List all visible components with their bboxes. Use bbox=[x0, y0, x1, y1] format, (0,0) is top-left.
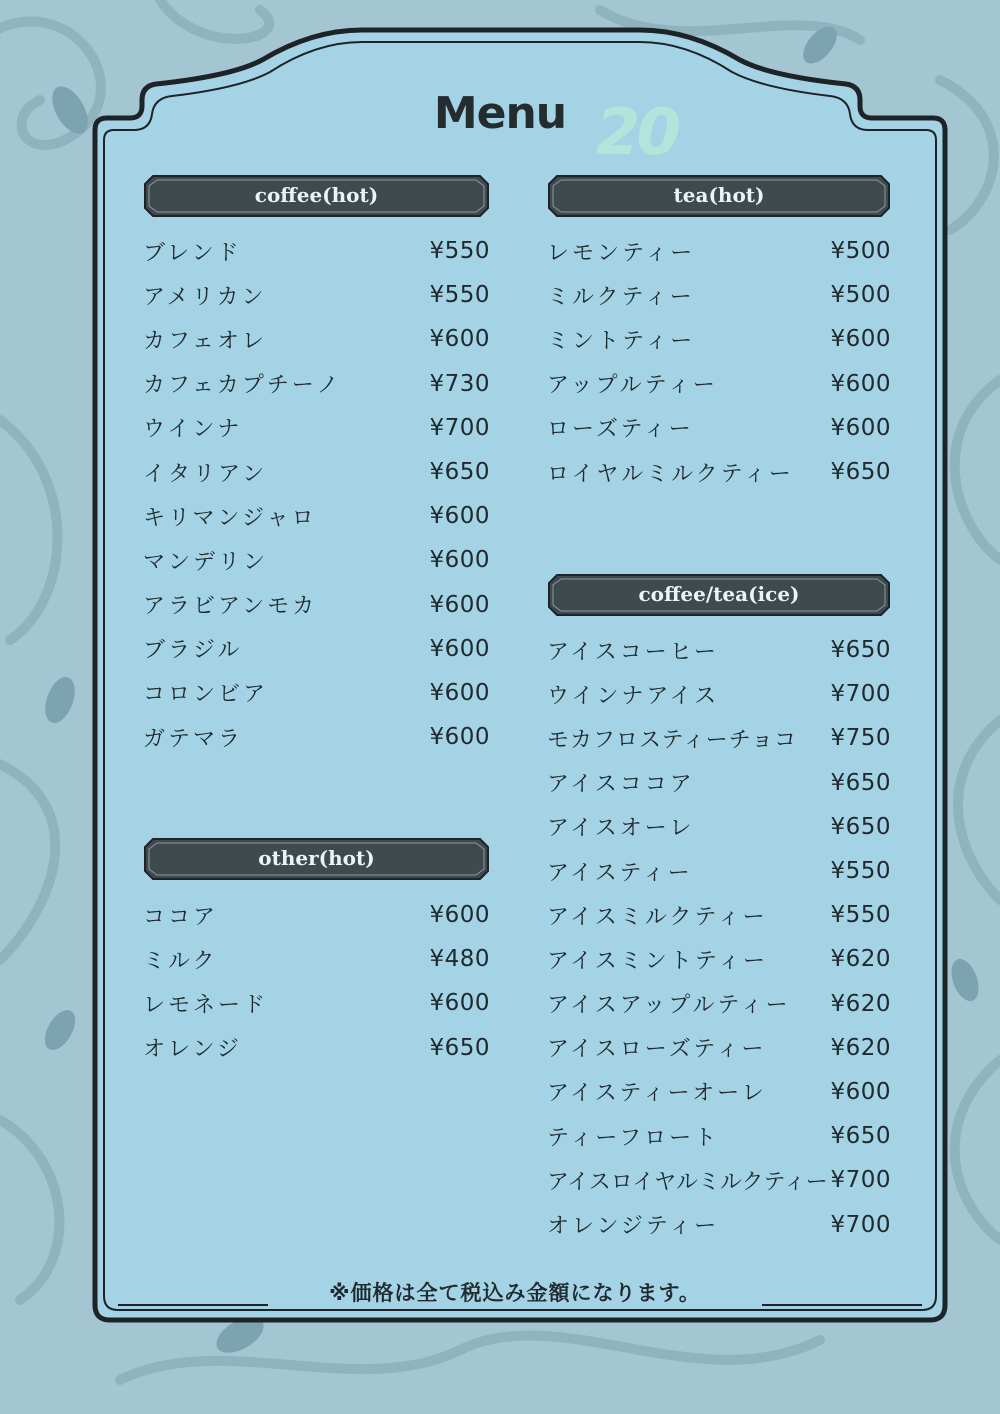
menu-item bbox=[143, 937, 490, 981]
menu-item bbox=[547, 982, 891, 1026]
menu-item bbox=[547, 628, 891, 672]
item-price: ¥650 bbox=[429, 459, 490, 486]
item-name: ローズティー bbox=[547, 417, 694, 443]
menu-list-tea-hot bbox=[547, 229, 891, 494]
item-name: レモンティー bbox=[547, 240, 696, 266]
menu-item bbox=[143, 362, 490, 406]
item-name: アイスミルクティー bbox=[547, 904, 768, 930]
item-name: ブレンド bbox=[143, 240, 242, 266]
item-name: オレンジ bbox=[143, 1037, 242, 1063]
item-name: ミントティー bbox=[547, 328, 696, 354]
section-title: coffee(hot) bbox=[254, 183, 379, 207]
item-name: アイスローズティー bbox=[547, 1037, 767, 1063]
item-price: ¥480 bbox=[429, 946, 490, 973]
menu-item bbox=[547, 1114, 891, 1158]
item-name: アイスコーヒー bbox=[547, 639, 719, 665]
menu-item bbox=[547, 893, 891, 937]
item-price: ¥550 bbox=[429, 282, 490, 309]
item-price: ¥700 bbox=[830, 1167, 891, 1194]
item-price: ¥600 bbox=[429, 679, 490, 706]
menu-item bbox=[143, 229, 490, 273]
item-price: ¥700 bbox=[429, 414, 490, 441]
item-name: アイスミントティー bbox=[547, 948, 769, 974]
menu-item bbox=[143, 627, 490, 671]
item-name: マンデリン bbox=[143, 549, 269, 575]
section-title: coffee/tea(ice) bbox=[638, 582, 800, 606]
menu-list-other-hot bbox=[143, 893, 490, 1070]
menu-item bbox=[143, 715, 490, 759]
item-price: ¥600 bbox=[830, 326, 891, 353]
menu-item bbox=[547, 849, 891, 893]
menu-item bbox=[547, 362, 891, 406]
section-title: tea(hot) bbox=[673, 183, 765, 207]
item-price: ¥620 bbox=[830, 946, 891, 973]
item-name: ココア bbox=[143, 904, 219, 930]
item-price: ¥600 bbox=[429, 902, 490, 929]
item-price: ¥650 bbox=[830, 459, 891, 486]
item-price: ¥730 bbox=[429, 370, 490, 397]
section-header-coffee-hot bbox=[143, 174, 490, 218]
item-name: アップルティー bbox=[547, 373, 718, 399]
menu-item bbox=[547, 1158, 891, 1202]
menu-item bbox=[547, 450, 891, 494]
menu-item bbox=[547, 1070, 891, 1114]
menu-item bbox=[547, 805, 891, 849]
item-name: ブラジル bbox=[143, 638, 243, 664]
item-name: ティーフロート bbox=[547, 1125, 720, 1151]
menu-item bbox=[547, 716, 891, 760]
tax-included-note: ※価格は全て税込み金額になります。 bbox=[329, 1281, 701, 1305]
item-price: ¥600 bbox=[429, 547, 490, 574]
item-name: キリマンジャロ bbox=[143, 505, 317, 531]
item-price: ¥600 bbox=[830, 414, 891, 441]
item-price: ¥600 bbox=[429, 326, 490, 353]
menu-item bbox=[547, 229, 891, 273]
item-price: ¥600 bbox=[429, 990, 490, 1017]
menu-item bbox=[143, 893, 490, 937]
item-name: ウインナ bbox=[143, 417, 243, 443]
menu-item bbox=[547, 1026, 891, 1070]
item-name: アラビアンモカ bbox=[143, 594, 318, 620]
menu-item bbox=[143, 406, 490, 450]
item-price: ¥600 bbox=[429, 635, 490, 662]
item-price: ¥620 bbox=[830, 1034, 891, 1061]
item-name: イタリアン bbox=[143, 461, 268, 487]
menu-item bbox=[547, 672, 891, 716]
item-name: カフェカプチーノ bbox=[143, 373, 342, 399]
item-name: アイスティーオーレ bbox=[547, 1081, 767, 1107]
menu-item bbox=[143, 317, 490, 361]
item-price: ¥650 bbox=[429, 1034, 490, 1061]
item-name: モカフロスティーチョコ bbox=[547, 727, 798, 753]
item-name: コロンビア bbox=[143, 682, 269, 708]
item-price: ¥500 bbox=[830, 282, 891, 309]
item-name: ガテマラ bbox=[143, 726, 244, 752]
menu-item bbox=[143, 494, 490, 538]
menu-item bbox=[547, 1202, 891, 1246]
item-name: アメリカン bbox=[143, 284, 267, 310]
menu-item bbox=[547, 406, 891, 450]
menu-list-coffee-hot bbox=[143, 229, 490, 759]
item-name: カフェオレ bbox=[143, 328, 267, 354]
item-name: ロイヤルミルクティー bbox=[547, 461, 794, 487]
item-price: ¥600 bbox=[830, 1078, 891, 1105]
menu-item bbox=[143, 1026, 490, 1070]
item-price: ¥600 bbox=[429, 724, 490, 751]
section-header-coffee-tea-ice bbox=[547, 573, 891, 617]
item-price: ¥700 bbox=[830, 1211, 891, 1238]
menu-item bbox=[143, 981, 490, 1025]
item-name: アイスアップルティー bbox=[547, 993, 791, 1019]
item-name: アイスココア bbox=[547, 772, 695, 798]
item-name: レモネード bbox=[143, 992, 269, 1018]
menu-item bbox=[143, 671, 490, 715]
item-name: アイスオーレ bbox=[547, 816, 695, 842]
menu-item bbox=[547, 761, 891, 805]
brand-logo: 20 bbox=[596, 96, 678, 170]
item-price: ¥650 bbox=[830, 769, 891, 796]
menu-item bbox=[143, 583, 490, 627]
item-price: ¥620 bbox=[830, 990, 891, 1017]
item-price: ¥600 bbox=[830, 370, 891, 397]
menu-item bbox=[547, 937, 891, 981]
item-price: ¥600 bbox=[429, 503, 490, 530]
item-name: アイスロイヤルミルクティー bbox=[547, 1169, 828, 1195]
item-name: ミルク bbox=[143, 948, 218, 974]
section-header-tea-hot bbox=[547, 174, 891, 218]
item-price: ¥650 bbox=[830, 1123, 891, 1150]
item-price: ¥700 bbox=[830, 681, 891, 708]
page-title: Menu bbox=[433, 88, 567, 139]
section-header-other-hot bbox=[143, 837, 490, 881]
item-price: ¥550 bbox=[830, 902, 891, 929]
menu-item bbox=[547, 317, 891, 361]
item-name: ウインナアイス bbox=[547, 683, 720, 709]
item-name: オレンジティー bbox=[547, 1214, 720, 1240]
item-name: アイスティー bbox=[547, 860, 693, 886]
menu-item bbox=[143, 538, 490, 582]
item-name: ミルクティー bbox=[547, 284, 695, 310]
menu-item bbox=[547, 273, 891, 317]
item-price: ¥750 bbox=[830, 725, 891, 752]
item-price: ¥550 bbox=[429, 238, 490, 265]
menu-list-coffee-tea-ice bbox=[547, 628, 891, 1247]
item-price: ¥600 bbox=[429, 591, 490, 618]
item-price: ¥550 bbox=[830, 858, 891, 885]
item-price: ¥650 bbox=[830, 813, 891, 840]
menu-item bbox=[143, 450, 490, 494]
item-price: ¥650 bbox=[830, 637, 891, 664]
menu-item bbox=[143, 273, 490, 317]
item-price: ¥500 bbox=[830, 238, 891, 265]
section-title: other(hot) bbox=[258, 846, 375, 870]
